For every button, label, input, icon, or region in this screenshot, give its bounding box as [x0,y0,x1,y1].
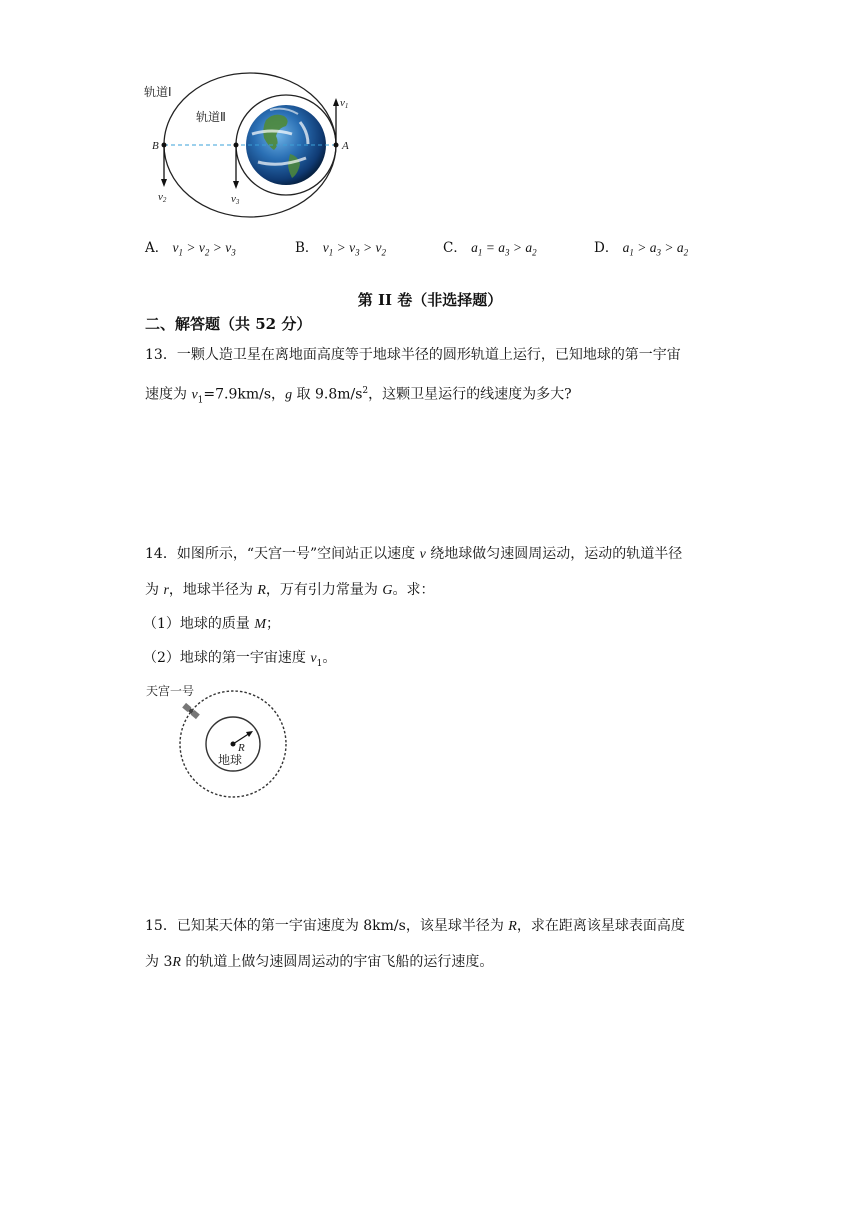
q13-line1: 13．一颗人造卫星在离地面高度等于地球半径的圆形轨道上运行，已知地球的第一宇宙 [145,347,681,363]
q14-line1: 14．如图所示，“天宫一号”空间站正以速度 v 绕地球做匀速圆周运动，运动的轨道半径 [145,546,683,562]
q14-sub1: （1）地球的质量 M； [143,616,281,632]
earth-label: 地球 [218,753,243,767]
station-label: 天宫一号 [146,684,195,698]
point-a-label: A [342,140,349,152]
tiangong-figure [140,680,300,805]
v3-label: v3 [231,193,240,206]
q15-line1: 15．已知某天体的第一宇宙速度为 8km/s，该星球半径为 R，求在距离该星球表面高度 [145,918,685,934]
orbit-figure [140,62,370,222]
option-c: C． $a_1 = a_3 > a_2$ [443,240,537,258]
option-b: B． $v_1 > v_3 > v_2$ [295,240,386,258]
q14-line2: 为 r，地球半径为 R，万有引力常量为 G。求： [145,582,435,598]
radius-label: R [238,742,245,754]
orbit-1-label: 轨道Ⅰ [144,85,172,99]
section-heading: 二、解答题（共 52 分） [145,315,312,333]
option-d: D． $a_1 > a_3 > a_2$ [594,240,689,258]
v2-label: v2 [158,191,167,204]
orbit-2-label: 轨道Ⅱ [196,110,226,124]
point-b-label: B [152,140,159,152]
q14-sub2: （2）地球的第一宇宙速度 $v_1$。 [143,650,337,669]
q15-line2: 为 3R 的轨道上做匀速圆周运动的宇宙飞船的运行速度。 [145,954,494,970]
section-title: 第 II 卷（非选择题） [357,291,503,309]
q13-line2: 速度为 $v_1=7.9km/s$，g 取 $9.8m/s^2$，这颗卫星运行的线速度为多大? [145,386,572,406]
satellite-icon [182,703,200,719]
option-a: A． $v_1 > v_2 > v_3$ [145,240,236,258]
v1-label: v1 [340,97,349,110]
